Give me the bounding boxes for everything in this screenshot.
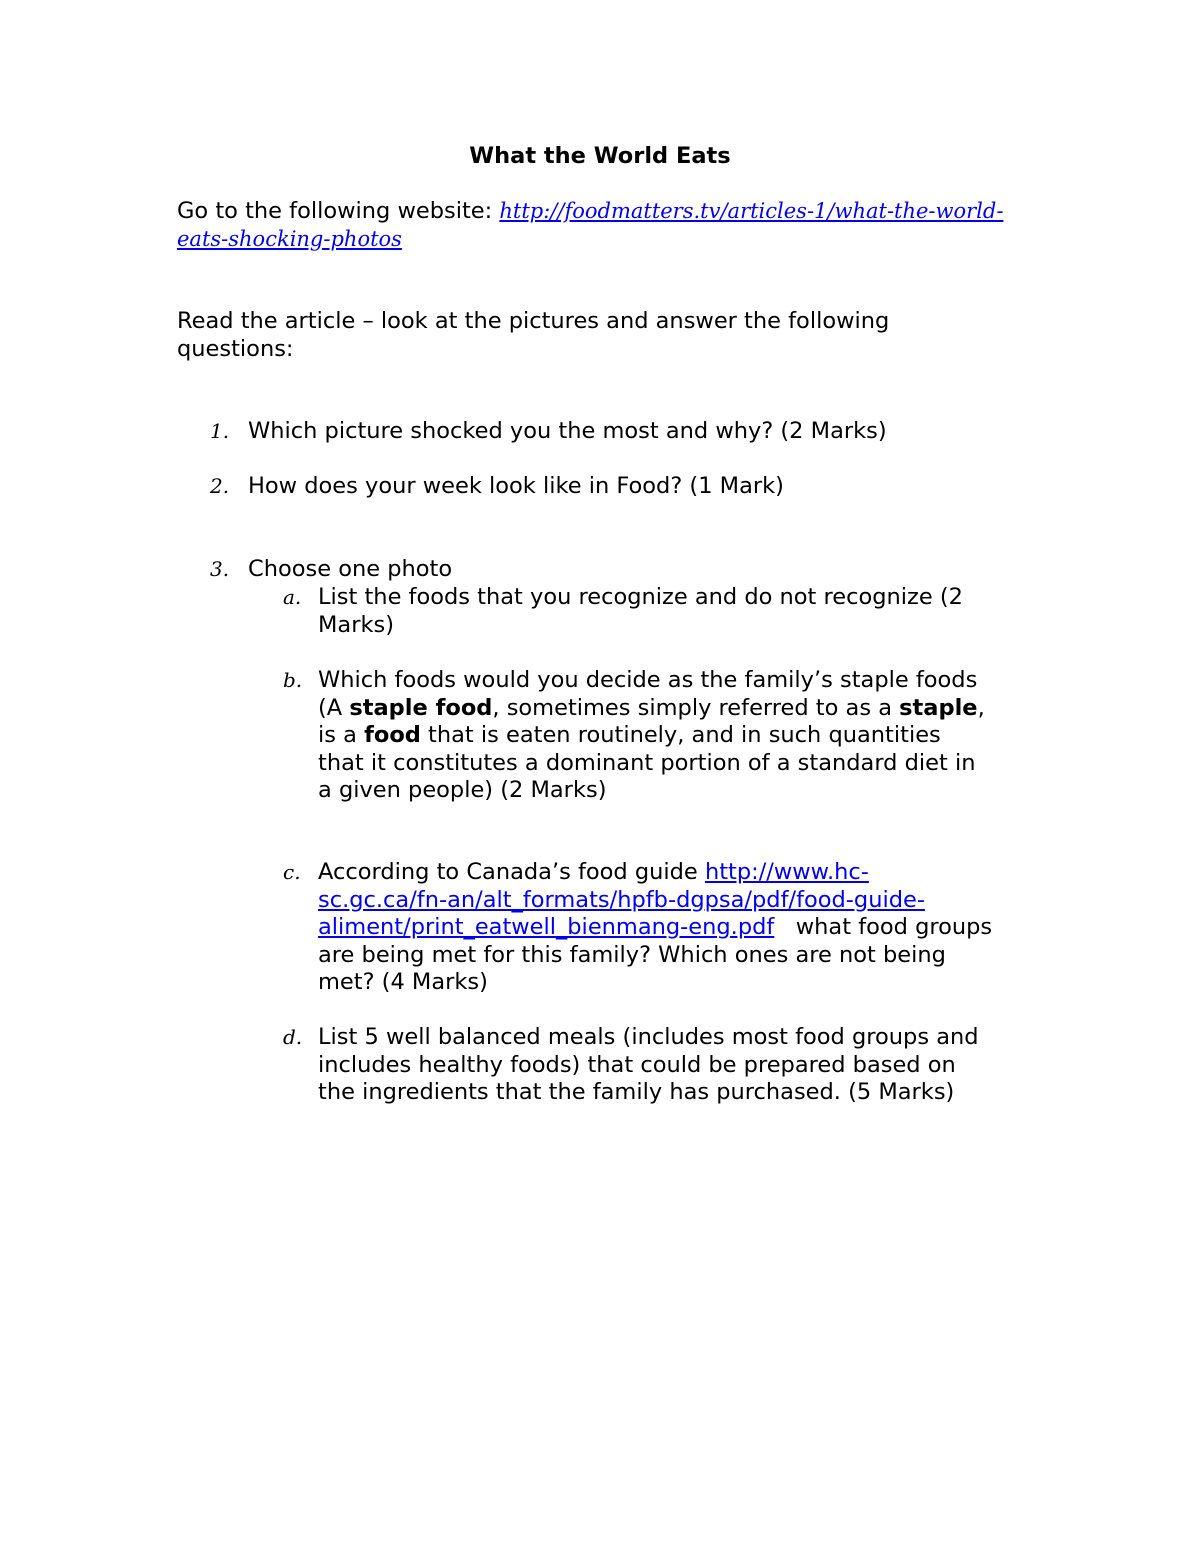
subquestion-a-line-2: Marks) — [318, 611, 394, 638]
subquestion-c-line-2 — [318, 887, 992, 915]
text-run: , — [977, 694, 985, 721]
subquestion-b-line-5: a given people) (2 Marks) — [318, 777, 607, 804]
text-run: that is eaten routinely, and in such quantities — [420, 722, 941, 749]
page-title: What the World Eats — [469, 143, 731, 169]
subquestion-a — [318, 584, 963, 639]
text-run: is a — [318, 722, 365, 749]
subquestion-c-line-1 — [318, 859, 992, 887]
question-3: Choose one photo — [248, 556, 453, 582]
subquestion-c-line-4: are being met for this family? Which ones are not being — [318, 941, 946, 968]
subquestion-letter: c. — [283, 860, 301, 884]
intro-line-2 — [177, 226, 1003, 254]
text-run: (A — [318, 694, 350, 721]
subquestion-b-line-4: that it constitutes a dominant portion of a standard diet in — [318, 749, 976, 776]
subquestion-a-line-1: List the foods that you recognize and do not recognize (2 — [318, 584, 963, 610]
food-guide-link-part-1[interactable]: http://www.hc- — [704, 859, 869, 885]
text-run: what food groups — [774, 914, 993, 941]
article-link-part-1[interactable]: http://foodmatters.tv/articles-1/what-the-world- — [499, 199, 1004, 223]
instructions-line-2: questions: — [177, 335, 294, 362]
instructions-paragraph — [177, 308, 889, 363]
intro-line-1 — [177, 198, 1003, 226]
intro-paragraph — [177, 198, 1003, 253]
subquestion-letter: b. — [283, 668, 303, 692]
question-number: 3. — [210, 557, 230, 581]
subquestion-c — [318, 859, 992, 997]
subquestion-d-line-1: List 5 well balanced meals (includes most food groups and — [318, 1024, 979, 1050]
subquestion-b — [318, 667, 985, 805]
food-guide-link-part-2[interactable]: sc.gc.ca/fn-an/alt_formats/hpfb-dgpsa/pdf/food-guide- — [318, 886, 925, 913]
article-link-part-2[interactable]: eats-shocking-photos — [177, 226, 402, 251]
subquestion-letter: a. — [283, 585, 302, 609]
question-number: 1. — [210, 419, 230, 443]
subquestion-c-line-3 — [318, 914, 992, 942]
question-2: How does your week look like in Food? (1 Mark) — [248, 473, 784, 499]
subquestion-d-line-2: includes healthy foods) that could be prepared based on — [318, 1051, 956, 1078]
bold-term-staple-food: staple food — [349, 694, 493, 721]
subquestion-d-line-3: the ingredients that the family has purchased. (5 Marks) — [318, 1079, 955, 1106]
subquestion-letter: d. — [283, 1025, 303, 1049]
bold-term-staple: staple — [899, 694, 978, 721]
question-number: 2. — [210, 474, 230, 498]
subquestion-d — [318, 1024, 979, 1107]
text-run: According to Canada’s food guide — [318, 859, 705, 885]
subquestion-c-line-5: met? (4 Marks) — [318, 969, 488, 996]
subquestion-b-line-3 — [318, 722, 985, 750]
bold-term-food: food — [364, 722, 421, 749]
food-guide-link-part-3[interactable]: aliment/print_eatwell_bienmang-eng.pdf — [318, 914, 775, 941]
intro-text: Go to the following website: — [177, 198, 500, 224]
subquestion-b-line-2 — [318, 695, 985, 723]
question-1: Which picture shocked you the most and why? (2 Marks) — [248, 418, 887, 444]
subquestion-b-line-1: Which foods would you decide as the family’s staple foods — [318, 667, 978, 693]
text-run: , sometimes simply referred to as a — [492, 694, 900, 721]
instructions-line-1: Read the article – look at the pictures and answer the following — [177, 308, 890, 334]
